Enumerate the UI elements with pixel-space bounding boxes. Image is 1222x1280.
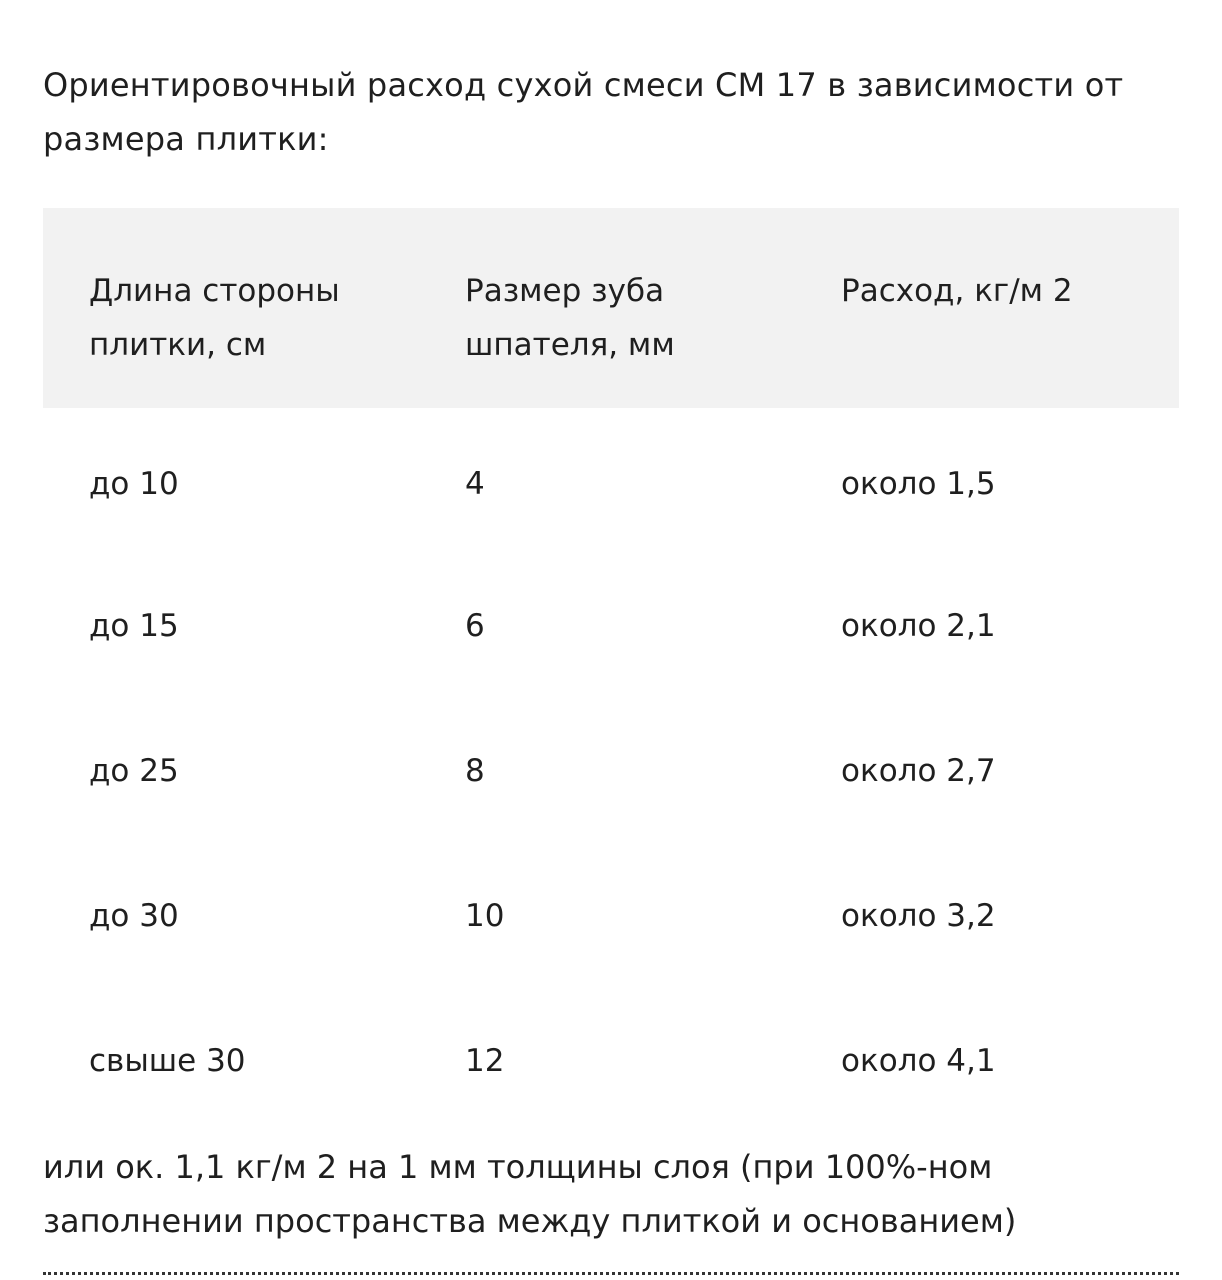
cell-consumption: около 4,1 xyxy=(841,1042,996,1079)
header-trowel-tooth-size: Размер зуба шпателя, мм xyxy=(465,273,675,363)
cell-consumption: около 1,5 xyxy=(841,466,996,502)
cell-consumption: около 2,1 xyxy=(841,607,996,644)
cell-consumption: около 3,2 xyxy=(841,897,996,934)
cell-tooth-size: 6 xyxy=(465,607,485,644)
footnote-text: или ок. 1,1 кг/м 2 на 1 мм толщины слоя (при 100%-ном заполнении пространства между плиткой и основанием) xyxy=(43,1148,1017,1240)
cell-tooth-size: 10 xyxy=(465,897,505,934)
table-row xyxy=(43,843,1179,988)
intro-text: Ориентировочный расход сухой смеси СМ 17 в зависимости от размера плитки: xyxy=(43,66,1124,158)
cell-tile-side: свыше 30 xyxy=(89,1042,246,1079)
cell-tooth-size: 8 xyxy=(465,752,485,789)
cell-tile-side: до 10 xyxy=(89,466,179,502)
table-row xyxy=(43,408,1179,553)
header-tile-side-length: Длина стороны плитки, см xyxy=(89,273,340,363)
table-row xyxy=(43,553,1179,698)
cell-tooth-size: 4 xyxy=(465,466,485,502)
cell-tooth-size: 12 xyxy=(465,1042,505,1079)
cell-tile-side: до 25 xyxy=(89,752,179,789)
cell-tile-side: до 30 xyxy=(89,897,179,934)
table-row xyxy=(43,988,1179,1133)
cell-consumption: около 2,7 xyxy=(841,752,996,789)
header-consumption: Расход, кг/м 2 xyxy=(841,273,1073,309)
table-row xyxy=(43,698,1179,843)
cell-tile-side: до 15 xyxy=(89,607,179,644)
dotted-divider xyxy=(43,1272,1179,1275)
consumption-table xyxy=(43,208,1179,1133)
table-header-row xyxy=(43,208,1179,408)
